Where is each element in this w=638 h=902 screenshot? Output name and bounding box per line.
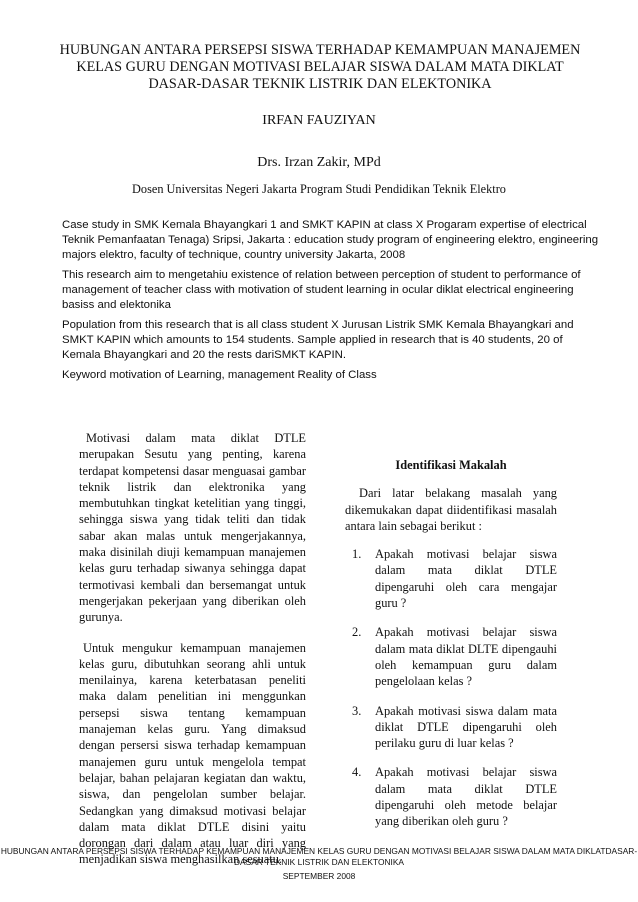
body-paragraph-measurement: Untuk mengukur kemampuan manajemen kelas guru, dibutuhkan seorang ahli untuk menilainya, karena keterbatasan peneliti maka dalam penelitian ini menggunkan persepsi siswa tentang kemampuan manajeman kelas guru. Yang dimaksud dengan persersi siswa terhadap kemampuan manajemen guru untuk mengelola tempat belajar, bahan pelajaran kegiatan dan waktu, siswa, dan pengelolan sumber belajar. Sedangkan yang dimaksud motivasi belajar dalam mata diklat DTLE disini yaitu dorongan dari dalam atau luar diri yang menjadikan siswa menghasilkan sesuatu. [79, 640, 306, 867]
question-item [345, 624, 557, 689]
right-column [345, 457, 557, 843]
question-text: Apakah motivasi belajar siswa dalam mata diklat DTLE dipengaruhi oleh metode belajar yang diberikan oleh guru ? [375, 765, 557, 829]
question-text: Apakah motivasi belajar siswa dalam mata diklat DLTE dipengauhi oleh kemampuan guru dalam pengelolaan kelas ? [375, 625, 557, 689]
question-item [345, 764, 557, 829]
question-text: Apakah motivasi siswa dalam mata diklat DTLE dipengaruhi oleh perilaku guru di luar kelas ? [375, 703, 557, 751]
abstract-aim: This research aim to mengetahiu existence of relation between perception of student to performance of management of teacher class with motivation of student learning in ocular diklat electrical engineering basiss and elektonika [62, 269, 581, 311]
question-item [345, 546, 557, 611]
question-item [345, 703, 557, 752]
question-number: 1. [352, 547, 362, 562]
question-list [345, 546, 557, 829]
footer-running-title: HUBUNGAN ANTARA PERSEPSI SISWA TERHADAP KEMAMPUAN MANAJEMEN KELAS GURU DENGAN MOTIVASI BELAJAR SISWA DALAM MATA DIKLATDASAR-DASAR TEKNIK LISTRIK DAN ELEKTONIKA [0, 846, 638, 867]
abstract-keywords: Keyword motivation of Learning, management Reality of Class [62, 369, 377, 381]
section-intro: Dari latar belakang masalah yang dikemukakan dapat diidentifikasi masalah antara lain sebagai berikut : [345, 486, 557, 533]
author-name: IRFAN FAUZIYAN [262, 113, 376, 128]
abstract-case-study: Case study in SMK Kemala Bhayangkari 1 and SMKT KAPIN at class X Progaram expertise of electrical Teknik Pemanfaatan Tenaga) Sripsi, Jakarta : education study program of engineering elektro, engineering majors elektro, faculty of technique, country university Jakarta, 2008 [62, 219, 599, 261]
abstract-population: Population from this research that is all class student X Jurusan Listrik SMK Kemala Bhayangkari and SMKT KAPIN which amounts to 154 students. Sample applied in research that is 40 students, 20 of Kemala Bhayangkari and 20 the rests dariSMKT KAPIN. [62, 319, 574, 361]
question-text: Apakah motivasi belajar siswa dalam mata diklat DTLE dipengaruhi oleh cara mengajar guru ? [375, 547, 557, 611]
footer-date: SEPTEMBER 2008 [282, 871, 356, 881]
left-column [79, 430, 306, 868]
advisor-name: Drs. Irzan Zakir, MPd [257, 155, 381, 170]
paper-title: HUBUNGAN ANTARA PERSEPSI SISWA TERHADAP KEMAMPUAN MANAJEMEN KELAS GURU DENGAN MOTIVASI BELAJAR SISWA DALAM MATA DIKLAT DASAR-DASAR TEKNIK LISTRIK DAN ELEKTONIKA [59, 42, 581, 92]
body-paragraph-motivation: Motivasi dalam mata diklat DTLE merupakan Sesutu yang penting, karena terdapat kompetensi dasar menguasai gambar teknik listrik dan elektronika yang membutuhkan tingkat ketelitian yang tinggi, sehingga siswa yang tidak teliti dan tidak sabar akan malas untuk mengerjakannya, maka disinilah diuji kemampuan manajemen kelas guru terhadap siwanya sehingga dapat termotivasi kembali dan bersemangat untuk mengerjakan pekerjaan yang diberikan oleh gurunya. [79, 431, 306, 625]
question-number: 4. [352, 765, 362, 780]
advisor-affiliation: Dosen Universitas Negeri Jakarta Program Studi Pendidikan Teknik Elektro [132, 182, 506, 196]
question-number: 2. [352, 625, 362, 640]
section-heading: Identifikasi Makalah [395, 458, 507, 472]
question-number: 3. [352, 703, 362, 718]
